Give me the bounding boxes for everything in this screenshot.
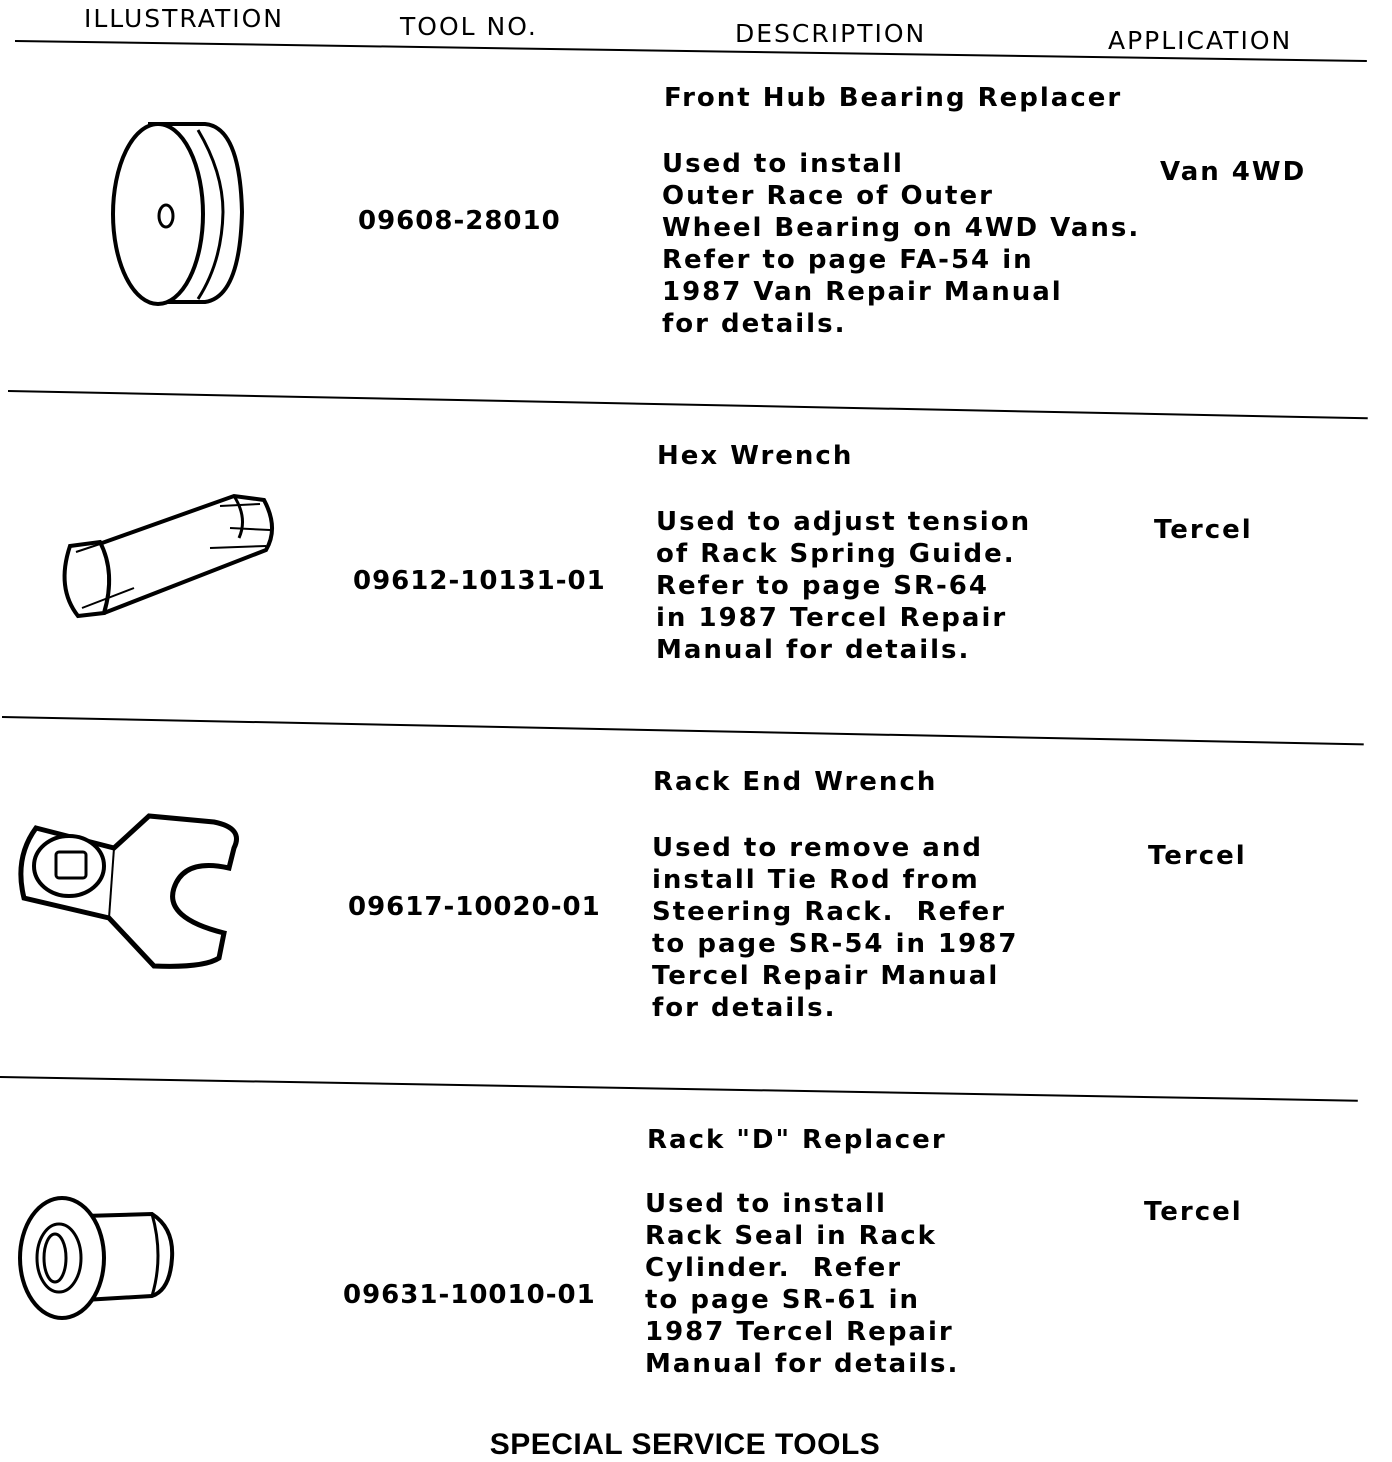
tool-number: 09608-28010 (358, 206, 561, 236)
tool-title: Front Hub Bearing Replacer (664, 83, 1123, 113)
row-divider (8, 390, 1368, 419)
header-tool-no: TOOL NO. (400, 12, 538, 41)
header-description: DESCRIPTION (735, 19, 927, 48)
rack-end-wrench-icon (14, 808, 244, 978)
tool-number: 09631-10010-01 (343, 1280, 596, 1310)
rack-d-replacer-icon (14, 1188, 184, 1328)
tool-title: Rack "D" Replacer (647, 1125, 947, 1155)
tool-description: Used to adjust tension of Rack Spring Guide. Refer to page SR-64 in 1987 Tercel Repair Manual for details. (656, 507, 1032, 665)
tool-description: Used to remove and install Tie Rod from Steering Rack. Refer to page SR-54 in 1987 Tercel Repair Manual for details. (652, 833, 1019, 1023)
tool-application: Van 4WD (1160, 157, 1307, 187)
page-caption: SPECIAL SERVICE TOOLS (489, 1428, 881, 1461)
tool-number: 09612-10131-01 (353, 566, 606, 596)
tool-description: Used to install Outer Race of Outer Wheel Bearing on 4WD Vans. Refer to page FA-54 in 1987 Van Repair Manual for details. (662, 149, 1141, 339)
bearing-replacer-disc-icon (100, 112, 270, 322)
row-divider (2, 716, 1364, 745)
tool-title: Rack End Wrench (653, 767, 938, 797)
tool-application: Tercel (1148, 841, 1247, 871)
header-application: APPLICATION (1108, 26, 1293, 55)
tool-description: Used to install Rack Seal in Rack Cylinder. Refer to page SR-61 in 1987 Tercel Repair Manual for details. (645, 1189, 960, 1379)
tool-number: 09617-10020-01 (348, 892, 601, 922)
tool-application: Tercel (1144, 1197, 1243, 1227)
row-divider (0, 1076, 1358, 1102)
tool-application: Tercel (1154, 515, 1253, 545)
tool-title: Hex Wrench (657, 441, 854, 471)
header-illustration: ILLUSTRATION (84, 4, 284, 33)
hex-wrench-icon (34, 488, 294, 638)
